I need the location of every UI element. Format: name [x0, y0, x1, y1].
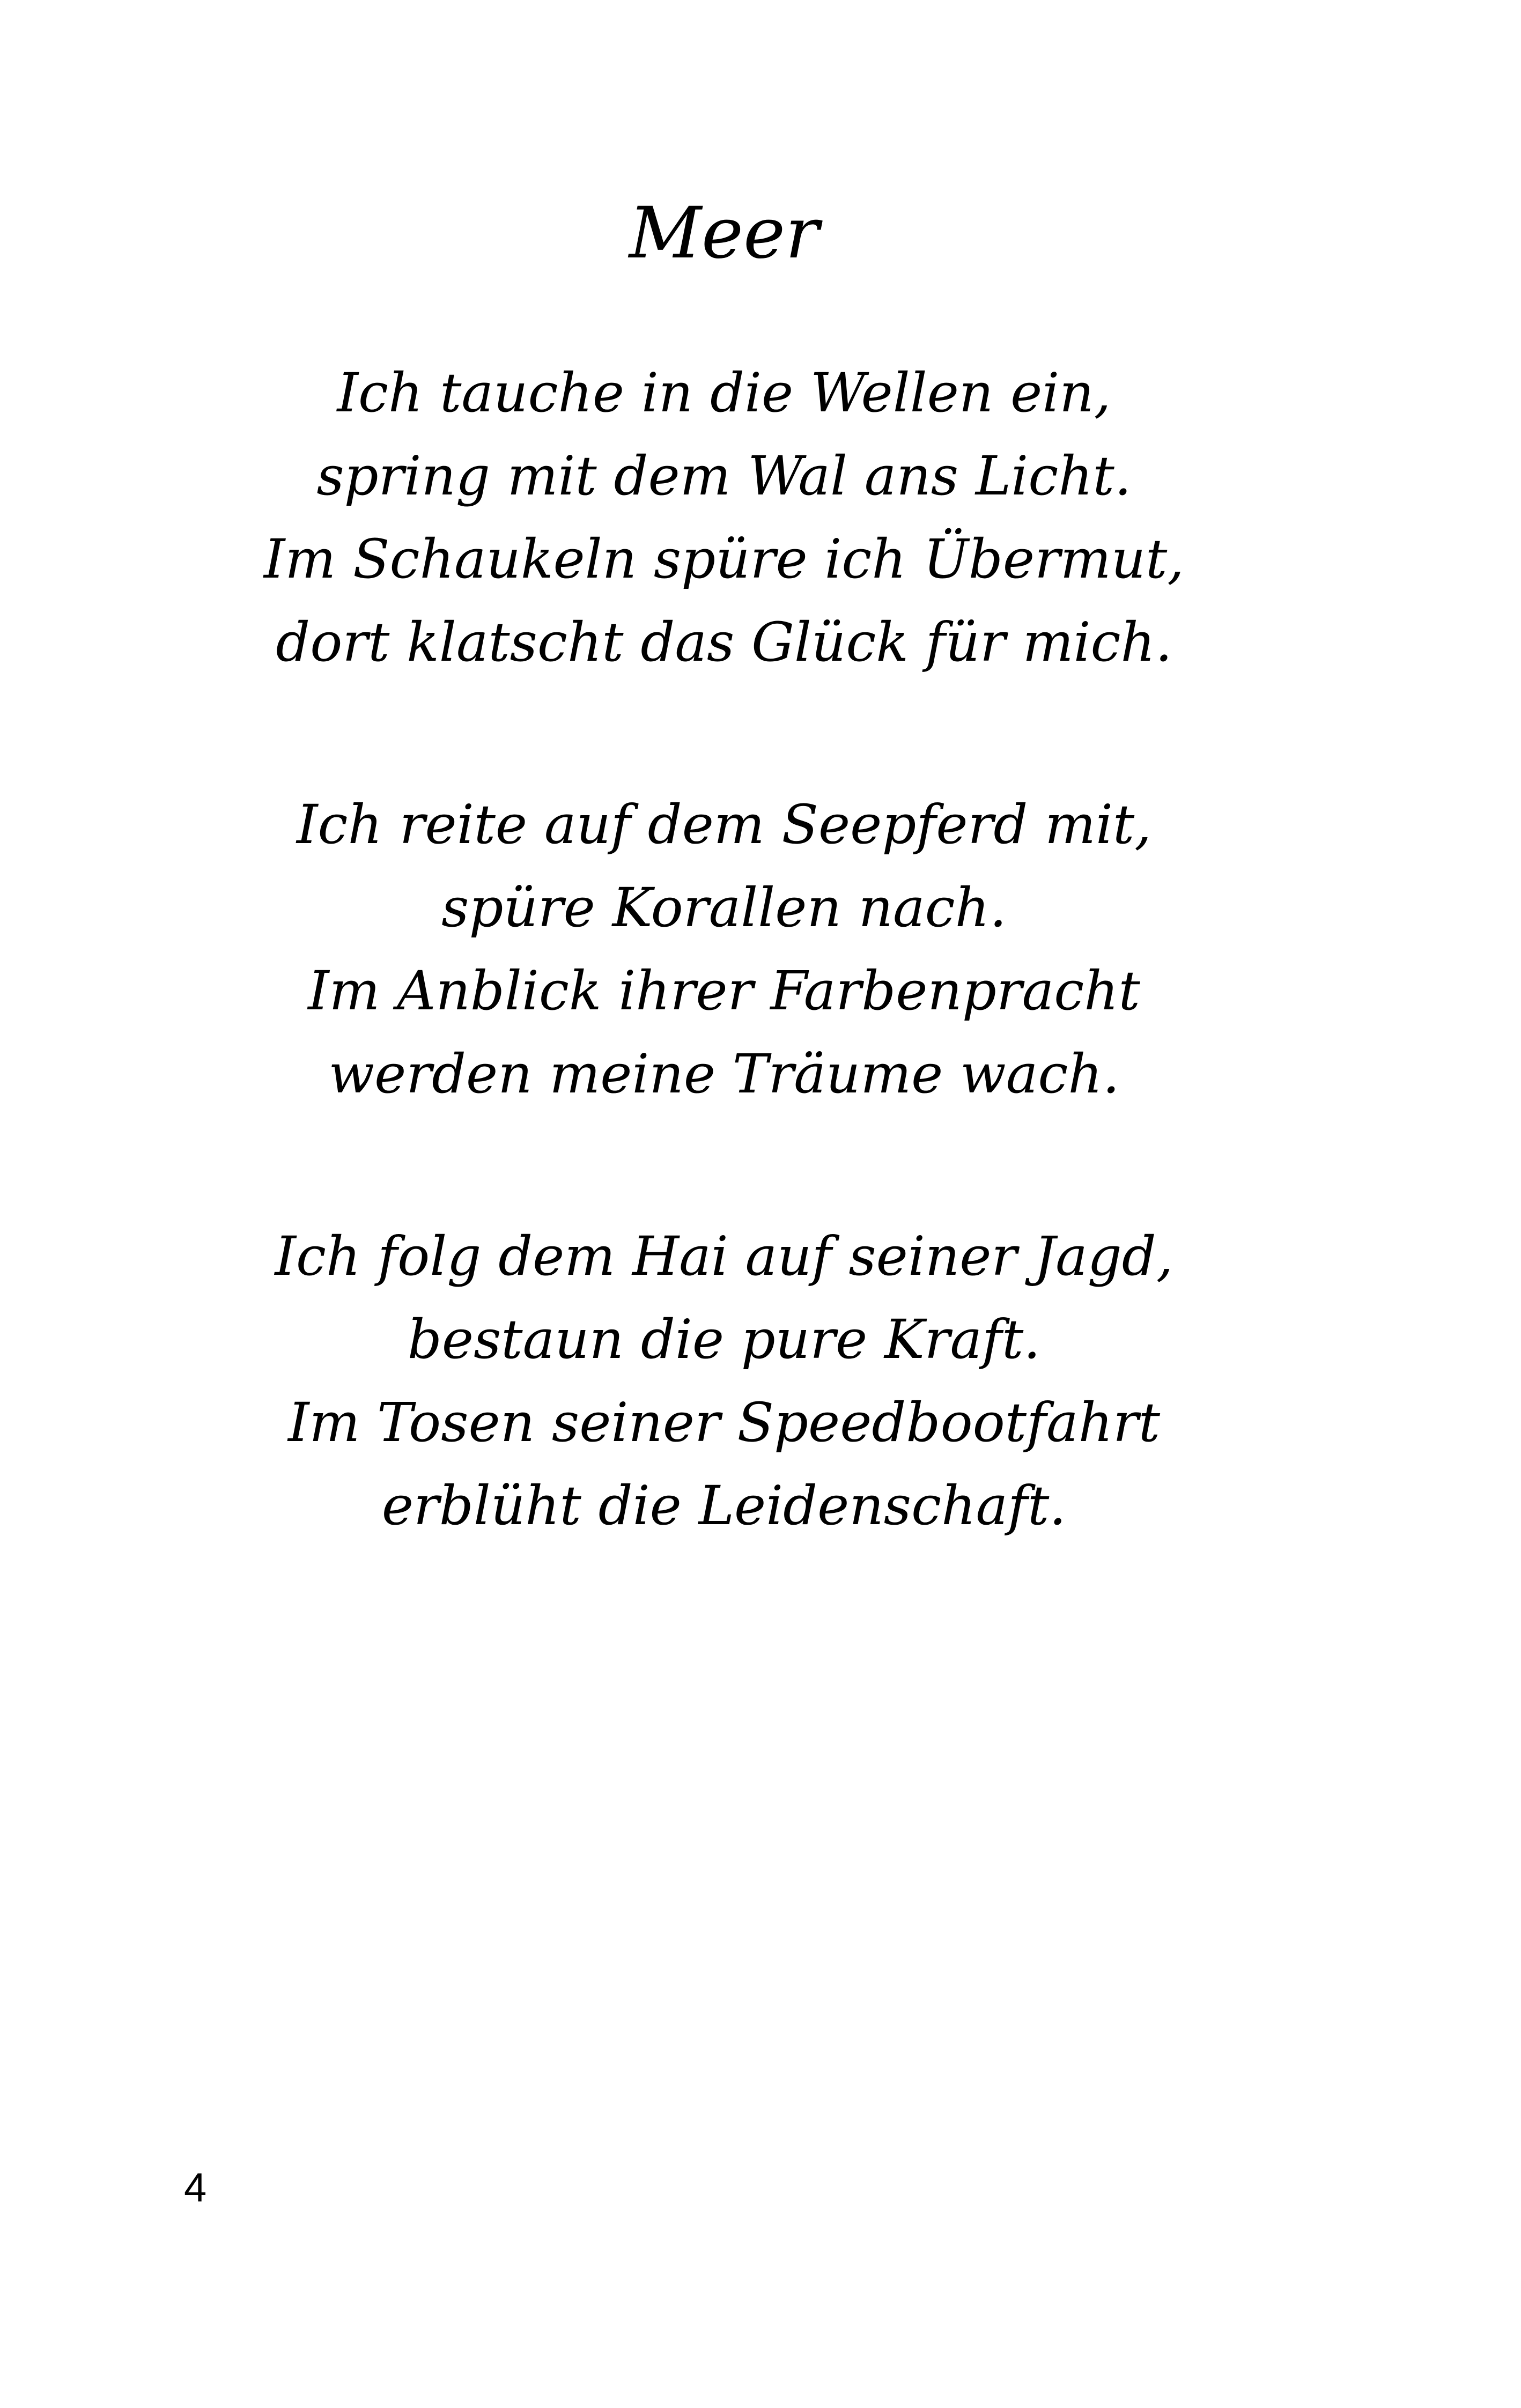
poem-title: Meer — [629, 192, 819, 275]
verse-line: bestaun die pure Kraft. — [407, 1308, 1041, 1371]
poem-body — [0, 351, 1448, 1646]
verse-line: spüre Korallen nach. — [441, 876, 1007, 939]
verse-line: dort klatscht das Glück für mich. — [276, 611, 1172, 674]
verse-line: werden meine Träume wach. — [328, 1043, 1120, 1105]
verse-line: spring mit dem Wal ans Licht. — [316, 445, 1132, 507]
stanza-1 — [0, 351, 1448, 684]
verse-line: Ich tauche in die Wellen ein, — [337, 361, 1111, 424]
page-number: 4 — [184, 2165, 207, 2211]
verse-line: Im Schaukeln spüre ich Übermut, — [263, 528, 1185, 590]
stanza-3 — [0, 1215, 1448, 1547]
verse-line: Ich folg dem Hai auf seiner Jagd, — [275, 1225, 1173, 1288]
verse-line: Im Tosen seiner Speedbootfahrt — [287, 1391, 1161, 1454]
stanza-2 — [0, 783, 1448, 1116]
verse-line: erblüht die Leidenschaft. — [381, 1474, 1067, 1537]
verse-line: Im Anblick ihrer Farbenpracht — [308, 959, 1140, 1022]
verse-line: Ich reite auf dem Seepferd mit, — [297, 793, 1151, 856]
